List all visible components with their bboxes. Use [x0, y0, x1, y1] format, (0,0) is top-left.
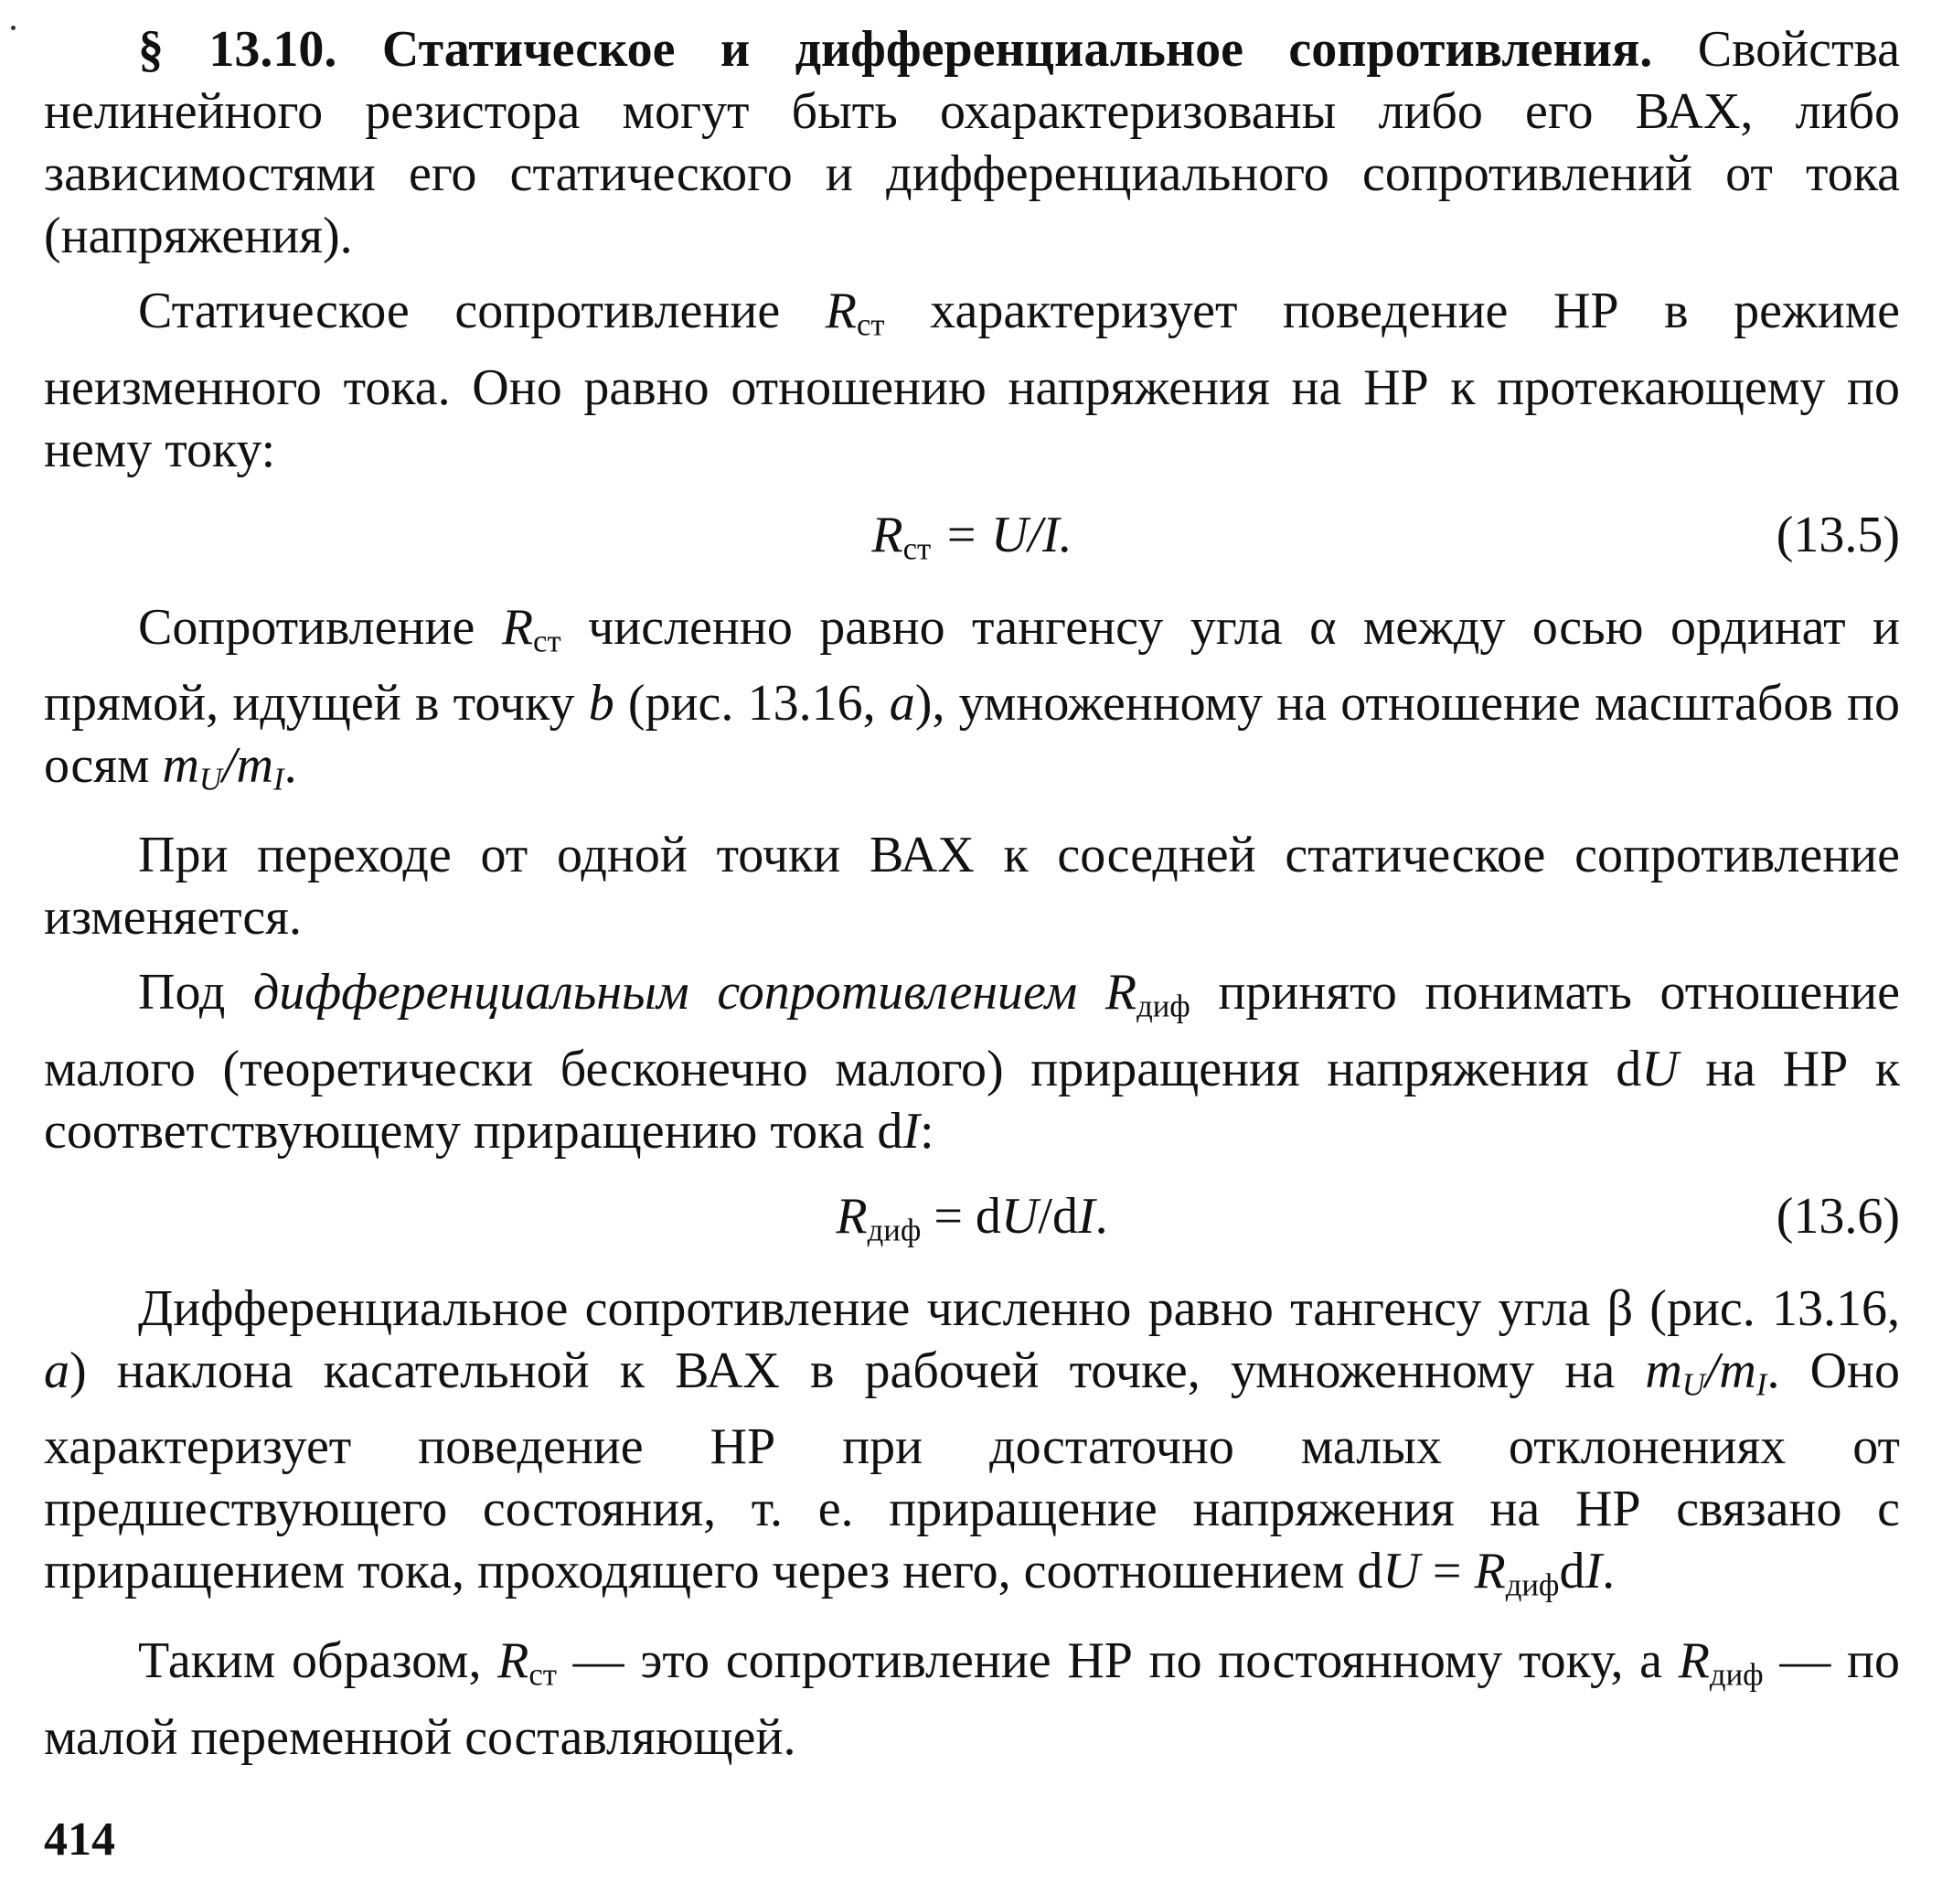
- figure-ref: a: [889, 675, 915, 733]
- text-segment: ) наклона касательной к ВАХ в рабочей точке, умноженному на: [69, 1342, 1646, 1399]
- text-segment: Дифференциальное сопротивление численно равно тангенсу угла β (рис. 13.16,: [138, 1279, 1900, 1337]
- symbol-r: R: [871, 506, 903, 563]
- subscript: диф: [1709, 1656, 1764, 1693]
- slash: /: [1704, 1342, 1720, 1399]
- symbol-r: R: [1104, 964, 1137, 1022]
- text-segment: численно равно тангенсу угла α между осью ординат и прямой, идущей в точку: [44, 598, 1900, 733]
- symbol-m: m: [1645, 1342, 1682, 1399]
- subscript: ст: [533, 623, 561, 659]
- text-segment: ), умноженному на отношение масштабов по осям: [44, 675, 1900, 795]
- section-intro: Свойства нелинейного резистора могут быть охарактеризованы либо его ВАХ, либо зависимостями его статического и дифференциального сопротивлений от тока (напряжения).: [44, 21, 1901, 264]
- text-segment: Под: [138, 964, 253, 1022]
- speck: [11, 26, 16, 30]
- subscript: U: [198, 762, 222, 798]
- symbol-r: R: [501, 598, 534, 656]
- text-segment: .: [1602, 1543, 1616, 1600]
- text-segment: [1077, 964, 1105, 1021]
- symbol-i: I: [902, 1102, 920, 1160]
- subscript: диф: [1505, 1567, 1560, 1604]
- page-body: [44, 18, 1900, 1781]
- symbol-r: R: [1678, 1632, 1710, 1690]
- point-label: b: [588, 675, 614, 733]
- subscript: диф: [867, 1212, 922, 1248]
- term-emphasis: дифференциальным сопротивлением: [252, 964, 1078, 1022]
- text-segment: принято понимать отношение малого (теоретически бесконечно малого) приращения напряжения d: [44, 964, 1901, 1097]
- equation-number: (13.5): [1776, 506, 1900, 563]
- paragraph-static-tangent: [44, 596, 1900, 811]
- equation-part: = d: [921, 1187, 1001, 1245]
- symbol-u: U: [1382, 1543, 1420, 1600]
- subscript: ст: [528, 1656, 557, 1693]
- equation-13-5: [44, 494, 1900, 576]
- text-segment: .: [283, 737, 297, 795]
- paragraph-differential-tangent: [44, 1278, 1900, 1617]
- equation-formula: [44, 1175, 1900, 1272]
- text-segment: — по малой переменной составляющей.: [44, 1632, 1901, 1766]
- text-segment: Статическое сопротивление: [138, 283, 826, 339]
- text-segment: характеризует поведение НР в режиме неизменного тока. Оно равно отношению напряжения на НР к протекающему по нему току:: [44, 283, 1900, 478]
- subscript: диф: [1136, 988, 1190, 1024]
- symbol-m: m: [162, 737, 199, 795]
- paragraph-differential-definition: [44, 961, 1900, 1162]
- symbol-r: R: [1474, 1543, 1506, 1600]
- text-segment: =: [1419, 1543, 1475, 1600]
- symbol-u: U: [1000, 1187, 1039, 1245]
- section-title: Статическое и дифференциальное сопротивления.: [381, 21, 1653, 78]
- text-segment: d: [1559, 1543, 1585, 1600]
- slash: /: [221, 737, 237, 795]
- text-segment: на НР к соответствующему приращению тока d: [44, 1040, 1901, 1160]
- subscript: I: [1755, 1366, 1767, 1403]
- subscript: I: [273, 762, 284, 798]
- symbol-r: R: [836, 1187, 868, 1245]
- subscript: ст: [902, 530, 932, 567]
- text-segment: :: [919, 1102, 934, 1160]
- text-segment: Сопротивление: [138, 598, 502, 656]
- equation-13-6: [44, 1175, 1900, 1257]
- text-segment: При переходе от одной точки ВАХ к соседней статическое сопротивление изменяется.: [44, 827, 1900, 947]
- symbol-m: m: [236, 737, 273, 795]
- paragraph-summary: [44, 1630, 1900, 1769]
- equation-part: .: [1094, 1187, 1108, 1245]
- symbol-r: R: [825, 283, 858, 339]
- text-segment: — это сопротивление НР по постоянному току, а: [556, 1632, 1679, 1690]
- subscript: ст: [857, 306, 885, 343]
- symbol-i: I: [1077, 1187, 1095, 1245]
- equation-number: (13.6): [1776, 1187, 1900, 1245]
- symbol-i: I: [1585, 1543, 1603, 1600]
- page-number: 414: [44, 1813, 115, 1866]
- symbol-r: R: [497, 1632, 529, 1690]
- equation-part: /d: [1038, 1187, 1078, 1245]
- equation-formula: [44, 494, 1900, 591]
- section-number: § 13.10.: [138, 21, 337, 78]
- paragraph-static-resistance: [44, 280, 1900, 481]
- text-segment: Таким образом,: [138, 1632, 498, 1690]
- section-paragraph: [44, 18, 1900, 267]
- text-segment: . Оно характеризует поведение НР при достаточно малых отклонениях от предшествующего состояния, т. е. приращение напряжения на НР связано с приращением тока, проходящего через него, соотношением d: [44, 1342, 1900, 1600]
- text-segment: (рис. 13.16,: [614, 675, 890, 733]
- symbol-u: U: [1641, 1040, 1679, 1097]
- subscript: U: [1681, 1366, 1705, 1403]
- paragraph-transition: [44, 824, 1900, 948]
- figure-ref: a: [44, 1342, 69, 1399]
- symbol-m: m: [1719, 1342, 1756, 1399]
- equation-rhs: = U/I.: [931, 506, 1072, 563]
